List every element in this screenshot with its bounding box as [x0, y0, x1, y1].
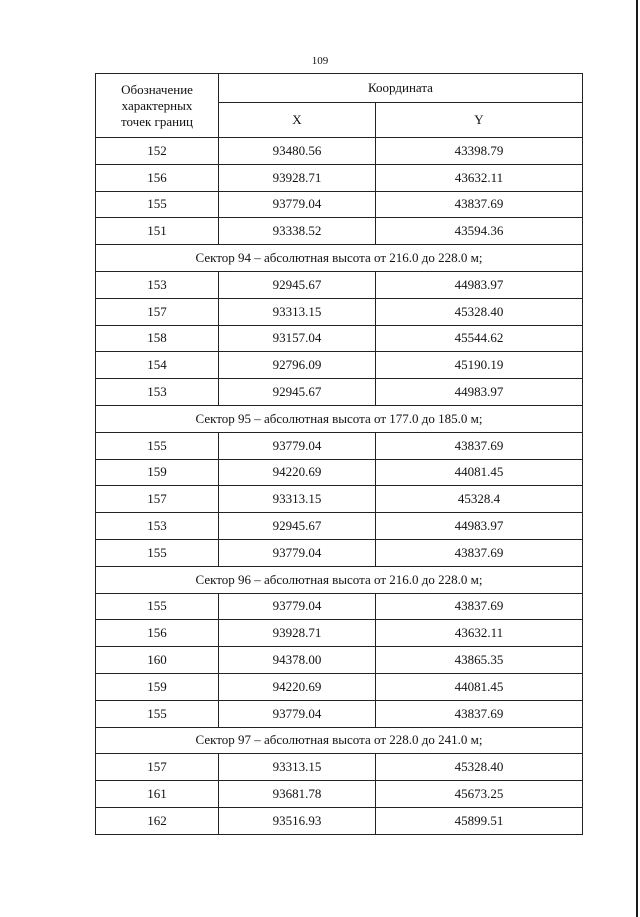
x-cell: 93779.04	[219, 432, 376, 459]
point-cell: 159	[96, 459, 219, 486]
table-row	[96, 700, 583, 727]
point-cell: 155	[96, 593, 219, 620]
point-cell: 156	[96, 164, 219, 191]
table-row	[96, 218, 583, 245]
y-cell: 43837.69	[376, 432, 583, 459]
y-cell: 45328.4	[376, 486, 583, 513]
x-cell: 93313.15	[219, 298, 376, 325]
point-cell: 155	[96, 700, 219, 727]
x-cell: 93779.04	[219, 593, 376, 620]
point-cell: 155	[96, 432, 219, 459]
y-cell: 45673.25	[376, 781, 583, 808]
point-cell: 157	[96, 298, 219, 325]
header-line: точек границ	[120, 113, 194, 129]
y-cell: 43837.69	[376, 700, 583, 727]
x-cell: 94220.69	[219, 673, 376, 700]
y-cell: 43398.79	[376, 138, 583, 165]
x-cell: 93338.52	[219, 218, 376, 245]
table-row	[96, 807, 583, 834]
x-cell: 93928.71	[219, 620, 376, 647]
sector-title: Сектор 97 – абсолютная высота от 228.0 до 241.0 м;	[96, 727, 583, 754]
point-cell: 153	[96, 271, 219, 298]
table-row	[96, 620, 583, 647]
point-cell: 160	[96, 647, 219, 674]
table-row	[96, 647, 583, 674]
x-cell: 92945.67	[219, 271, 376, 298]
x-cell: 93779.04	[219, 700, 376, 727]
y-cell: 45899.51	[376, 807, 583, 834]
y-cell: 43837.69	[376, 191, 583, 218]
x-cell: 93779.04	[219, 191, 376, 218]
sector-title: Сектор 96 – абсолютная высота от 216.0 до 228.0 м;	[96, 566, 583, 593]
point-cell: 154	[96, 352, 219, 379]
x-cell: 93157.04	[219, 325, 376, 352]
table-row	[96, 781, 583, 808]
x-cell: 94378.00	[219, 647, 376, 674]
y-cell: 43865.35	[376, 647, 583, 674]
table-row	[96, 298, 583, 325]
y-cell: 45544.62	[376, 325, 583, 352]
point-cell: 161	[96, 781, 219, 808]
y-cell: 43594.36	[376, 218, 583, 245]
y-cell: 45328.40	[376, 754, 583, 781]
point-cell: 155	[96, 191, 219, 218]
table-row	[96, 513, 583, 540]
table-row	[96, 164, 583, 191]
y-cell: 44983.97	[376, 379, 583, 406]
x-cell: 93313.15	[219, 486, 376, 513]
table-row	[96, 673, 583, 700]
sector-row	[96, 566, 583, 593]
x-cell: 92945.67	[219, 379, 376, 406]
y-cell: 44983.97	[376, 271, 583, 298]
point-cell: 151	[96, 218, 219, 245]
point-cell: 153	[96, 513, 219, 540]
sector-row	[96, 405, 583, 432]
table-row	[96, 379, 583, 406]
point-cell: 162	[96, 807, 219, 834]
table-body	[96, 138, 583, 835]
table-row	[96, 138, 583, 165]
table-row	[96, 539, 583, 566]
point-cell: 157	[96, 754, 219, 781]
table-row	[96, 593, 583, 620]
x-cell: 93313.15	[219, 754, 376, 781]
coordinate-group-header: Координата	[219, 74, 583, 103]
header-line: характерных	[121, 97, 193, 113]
table-row	[96, 191, 583, 218]
y-cell: 44983.97	[376, 513, 583, 540]
x-cell: 93928.71	[219, 164, 376, 191]
y-cell: 43632.11	[376, 620, 583, 647]
x-column-header: X	[219, 103, 376, 138]
table-row	[96, 325, 583, 352]
point-cell: 153	[96, 379, 219, 406]
table-row	[96, 352, 583, 379]
sector-title: Сектор 94 – абсолютная высота от 216.0 до 228.0 м;	[96, 245, 583, 272]
sector-title: Сектор 95 – абсолютная высота от 177.0 до 185.0 м;	[96, 405, 583, 432]
point-cell: 156	[96, 620, 219, 647]
page-number: 109	[311, 55, 329, 67]
x-cell: 92945.67	[219, 513, 376, 540]
y-cell: 45328.40	[376, 298, 583, 325]
table-row	[96, 432, 583, 459]
point-cell: 152	[96, 138, 219, 165]
y-column-header: Y	[376, 103, 583, 138]
coordinates-table	[95, 73, 583, 835]
x-cell: 93779.04	[219, 539, 376, 566]
y-cell: 43632.11	[376, 164, 583, 191]
point-cell: 157	[96, 486, 219, 513]
y-cell: 45190.19	[376, 352, 583, 379]
table-row	[96, 271, 583, 298]
header-line: Обозначение	[121, 81, 193, 97]
table-header	[96, 74, 583, 138]
point-cell: 158	[96, 325, 219, 352]
x-cell: 93480.56	[219, 138, 376, 165]
y-cell: 43837.69	[376, 593, 583, 620]
y-cell: 44081.45	[376, 459, 583, 486]
table-row	[96, 459, 583, 486]
x-cell: 93681.78	[219, 781, 376, 808]
point-cell: 155	[96, 539, 219, 566]
sector-row	[96, 245, 583, 272]
sector-row	[96, 727, 583, 754]
x-cell: 93516.93	[219, 807, 376, 834]
x-cell: 92796.09	[219, 352, 376, 379]
x-cell: 94220.69	[219, 459, 376, 486]
table-row	[96, 486, 583, 513]
point-cell: 159	[96, 673, 219, 700]
y-cell: 44081.45	[376, 673, 583, 700]
page-edge	[636, 0, 638, 917]
table-row	[96, 754, 583, 781]
point-column-header	[96, 74, 219, 138]
y-cell: 43837.69	[376, 539, 583, 566]
